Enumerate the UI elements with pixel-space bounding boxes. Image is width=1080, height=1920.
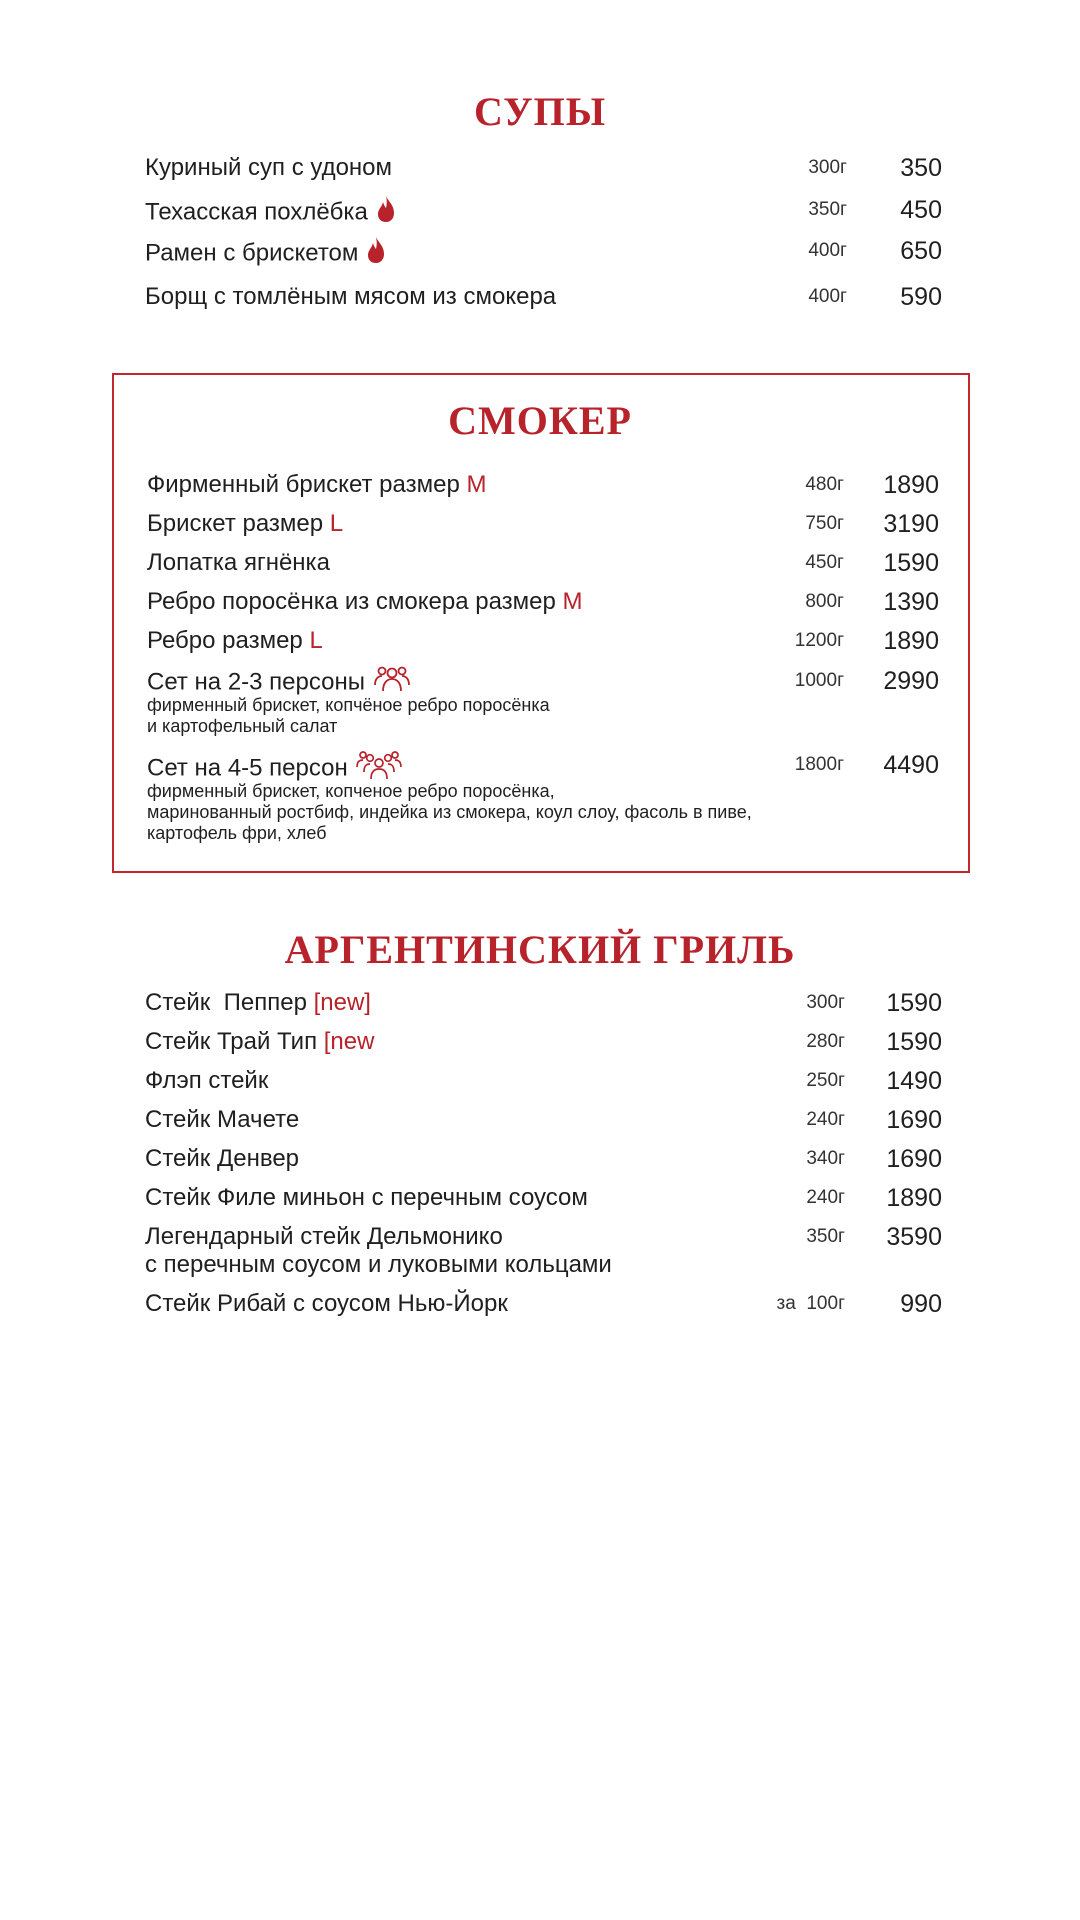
item-price: 650 bbox=[900, 237, 942, 265]
menu-item bbox=[0, 195, 1080, 229]
menu-item bbox=[0, 236, 1080, 270]
menu-item bbox=[0, 1183, 1080, 1217]
item-weight: 350г bbox=[808, 199, 847, 220]
item-price: 1690 bbox=[886, 1145, 942, 1173]
menu-item bbox=[0, 1066, 1080, 1100]
size-tag: L bbox=[309, 627, 323, 654]
item-weight: 250г bbox=[806, 1070, 845, 1091]
item-price: 3190 bbox=[883, 510, 939, 538]
item-name bbox=[147, 509, 343, 539]
menu-item bbox=[0, 1105, 1080, 1139]
item-name: Борщ с томлёным мясом из смокера bbox=[145, 283, 557, 310]
item-description: и картофельный салат bbox=[147, 716, 338, 736]
flame-icon bbox=[366, 236, 386, 272]
item-weight: 350г bbox=[806, 1226, 845, 1247]
item-price: 1490 bbox=[886, 1067, 942, 1095]
item-name: Стейк Мачете bbox=[145, 1106, 300, 1133]
item-name-text: Стейк Трай Тип bbox=[145, 1028, 318, 1055]
item-name bbox=[145, 236, 386, 272]
menu-item bbox=[0, 1027, 1080, 1061]
item-weight: 1800г bbox=[794, 754, 844, 775]
item-name-text: Сет на 2-3 персоны bbox=[147, 668, 365, 696]
item-weight: 340г bbox=[806, 1148, 845, 1169]
item-weight: 800г bbox=[805, 591, 844, 612]
item-name: Стейк Рибай с соусом Нью-Йорк bbox=[145, 1290, 508, 1317]
item-price: 4490 bbox=[883, 751, 939, 779]
item-name-line2: с перечным соусом и луковыми кольцами bbox=[145, 1251, 612, 1278]
item-name bbox=[147, 626, 323, 656]
item-weight: 280г bbox=[806, 1031, 845, 1052]
item-weight: 450г bbox=[805, 552, 844, 573]
item-name: Флэп стейк bbox=[145, 1067, 269, 1094]
item-name bbox=[147, 470, 486, 500]
item-price: 3590 bbox=[886, 1223, 942, 1251]
menu-item-line2 bbox=[0, 1250, 1080, 1284]
section-title-smoker: СМОКЕР bbox=[448, 398, 632, 443]
item-description: фирменный брискет, копченое ребро поросёнка, bbox=[147, 781, 555, 801]
item-name: Куриный суп с удоном bbox=[145, 154, 393, 181]
item-name-text: Ребро поросёнка из смокера размер bbox=[147, 588, 556, 615]
item-weight: 400г bbox=[808, 240, 847, 261]
item-weight: 240г bbox=[806, 1187, 845, 1208]
item-name bbox=[145, 195, 396, 231]
size-tag: M bbox=[562, 588, 583, 615]
item-description: маринованный ростбиф, индейка из смокера, коул слоу, фасоль в пиве, bbox=[147, 802, 752, 822]
menu-item bbox=[0, 988, 1080, 1022]
item-price: 2990 bbox=[883, 667, 939, 695]
item-price: 1590 bbox=[886, 989, 942, 1017]
item-name-text: Ребро размер bbox=[147, 627, 303, 654]
item-weight: 480г bbox=[805, 474, 844, 495]
menu-item bbox=[0, 587, 1080, 621]
item-price: 450 bbox=[900, 196, 942, 224]
item-weight: 400г bbox=[808, 286, 847, 307]
item-price: 1590 bbox=[886, 1028, 942, 1056]
item-weight: 300г bbox=[806, 992, 845, 1013]
item-price: 1590 bbox=[883, 549, 939, 577]
item-name: Стейк Денвер bbox=[145, 1145, 300, 1172]
size-tag: M bbox=[466, 471, 487, 498]
flame-icon bbox=[376, 195, 396, 231]
item-price: 590 bbox=[900, 283, 942, 311]
item-name bbox=[147, 587, 583, 617]
menu-item bbox=[0, 1289, 1080, 1323]
item-price: 990 bbox=[900, 1290, 942, 1318]
menu-item bbox=[0, 282, 1080, 316]
section-title-soups: СУПЫ bbox=[473, 89, 607, 134]
new-tag: [new bbox=[323, 1028, 375, 1055]
item-price: 1890 bbox=[886, 1184, 942, 1212]
item-name-text: Рамен с брискетом bbox=[145, 239, 359, 267]
new-tag: [new] bbox=[313, 989, 371, 1016]
item-name: Лопатка ягнёнка bbox=[147, 549, 330, 576]
item-price: 350 bbox=[900, 154, 942, 182]
item-name bbox=[145, 1027, 374, 1057]
menu-item bbox=[0, 470, 1080, 504]
item-price: 1390 bbox=[883, 588, 939, 616]
menu-item-set bbox=[0, 750, 1080, 784]
item-weight: 750г bbox=[805, 513, 844, 534]
item-name-text: Стейк Пеппер bbox=[145, 989, 307, 1016]
section-title-grill: АРГЕНТИНСКИЙ ГРИЛЬ bbox=[284, 927, 796, 972]
item-weight: 240г bbox=[806, 1109, 845, 1130]
item-description: картофель фри, хлеб bbox=[147, 823, 327, 843]
item-name: Легендарный стейк Дельмонико bbox=[145, 1223, 503, 1250]
size-tag: L bbox=[329, 510, 344, 537]
menu-item bbox=[0, 1144, 1080, 1178]
menu-item bbox=[0, 626, 1080, 660]
item-weight: за 100г bbox=[776, 1293, 845, 1314]
item-name-text: Техасская похлёбка bbox=[145, 198, 368, 226]
item-weight: 300г bbox=[808, 157, 847, 178]
item-weight: 1000г bbox=[794, 670, 844, 691]
item-name: Стейк Филе миньон с перечным соусом bbox=[145, 1184, 588, 1211]
item-name bbox=[145, 988, 371, 1018]
menu-item bbox=[0, 509, 1080, 543]
item-price: 1890 bbox=[883, 627, 939, 655]
item-price: 1690 bbox=[886, 1106, 942, 1134]
menu-item bbox=[0, 153, 1080, 187]
menu-item bbox=[0, 548, 1080, 582]
item-name-text: Брискет размер bbox=[147, 510, 324, 537]
item-name-text: Сет на 4-5 персон bbox=[147, 754, 348, 782]
item-description: фирменный брискет, копчёное ребро поросёнка bbox=[147, 695, 550, 715]
item-name-text: Фирменный брискет размер bbox=[147, 471, 460, 498]
item-price: 1890 bbox=[883, 471, 939, 499]
item-weight: 1200г bbox=[794, 630, 844, 651]
